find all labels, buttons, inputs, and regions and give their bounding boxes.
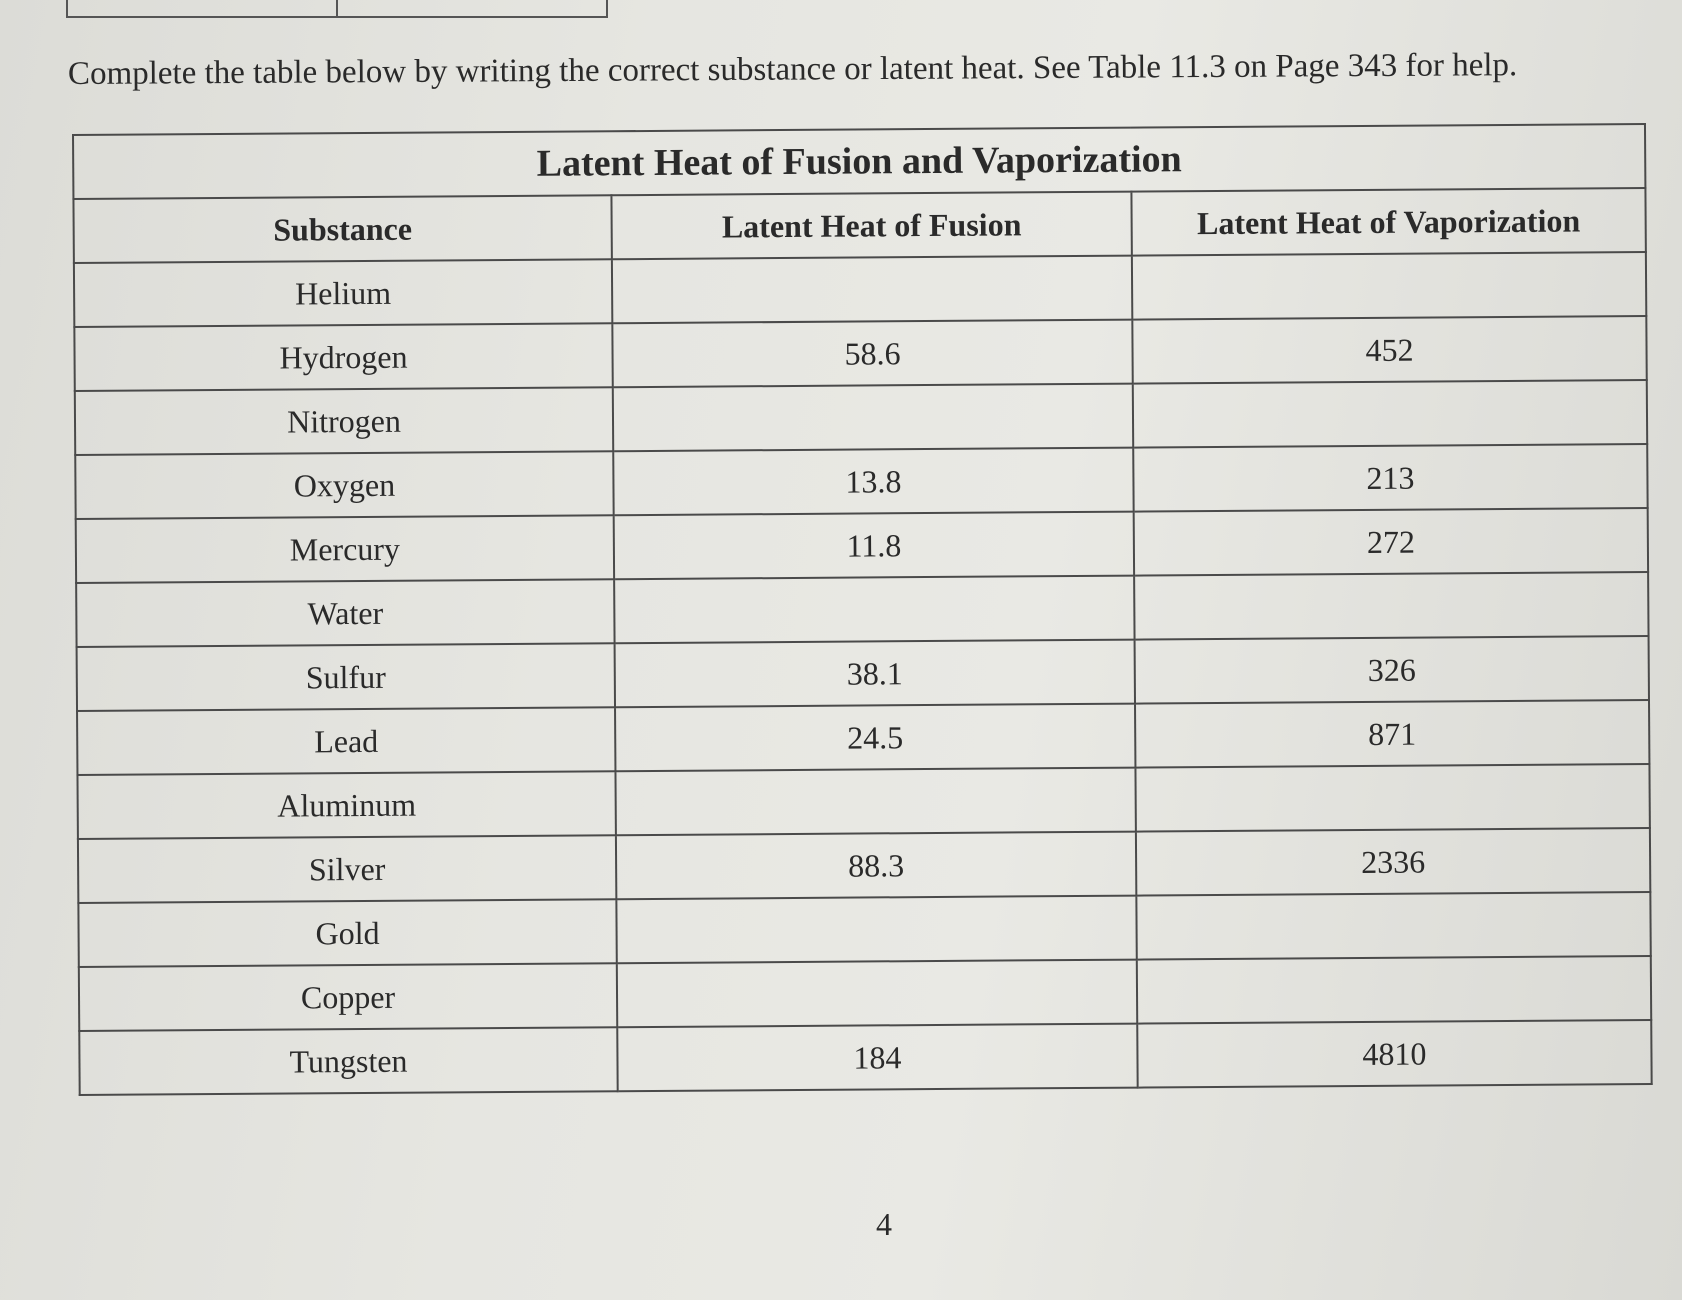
- fragment-cell: [338, 0, 606, 16]
- table-row: [77, 764, 1649, 839]
- vaporization-cell[interactable]: [1135, 764, 1649, 832]
- substance-cell: Mercury: [76, 515, 614, 583]
- fusion-cell: 184: [617, 1024, 1137, 1092]
- table-row: [79, 1020, 1651, 1095]
- instruction-text: Complete the table below by writing the correct substance or latent heat. See Table 11.3 on Page 343 for help.: [67, 47, 1518, 92]
- table-row: [77, 700, 1649, 775]
- substance-cell: Water: [76, 579, 614, 647]
- fusion-cell[interactable]: [616, 896, 1136, 964]
- table-row: [78, 828, 1650, 903]
- latent-heat-table: [72, 123, 1653, 1096]
- vaporization-cell: 2336: [1136, 828, 1650, 896]
- fusion-cell: 88.3: [616, 832, 1136, 900]
- fragment-cell: [68, 0, 338, 16]
- table-row: [77, 636, 1649, 711]
- header-vaporization: Latent Heat of Vaporization: [1131, 188, 1645, 256]
- vaporization-cell: 4810: [1137, 1020, 1651, 1088]
- substance-cell: Oxygen: [75, 451, 613, 519]
- substance-cell: Silver: [78, 835, 616, 903]
- fusion-cell[interactable]: [614, 576, 1134, 644]
- substance-cell: Helium: [74, 259, 612, 327]
- fusion-cell: 11.8: [614, 512, 1134, 580]
- fusion-cell[interactable]: [615, 768, 1135, 836]
- table-row: [74, 316, 1646, 391]
- substance-cell: Copper: [79, 963, 617, 1031]
- vaporization-cell[interactable]: [1137, 956, 1651, 1024]
- substance-cell: Hydrogen: [74, 323, 612, 391]
- header-fusion: Latent Heat of Fusion: [611, 192, 1131, 260]
- substance-cell: Lead: [77, 707, 615, 775]
- vaporization-cell: 871: [1135, 700, 1649, 768]
- table-row: [76, 572, 1648, 647]
- vaporization-cell: 213: [1133, 444, 1647, 512]
- table-row: [75, 444, 1647, 519]
- substance-cell: Tungsten: [79, 1027, 617, 1095]
- fusion-cell[interactable]: [617, 960, 1137, 1028]
- substance-cell: Nitrogen: [75, 387, 613, 455]
- previous-table-fragment: [66, 0, 608, 18]
- header-substance: Substance: [73, 195, 611, 263]
- vaporization-cell: 452: [1132, 316, 1646, 384]
- fusion-cell: 13.8: [613, 448, 1133, 516]
- table-row: [75, 380, 1647, 455]
- table-row: [76, 508, 1648, 583]
- fusion-cell[interactable]: [613, 384, 1133, 452]
- fusion-cell[interactable]: [612, 256, 1132, 324]
- vaporization-cell: 326: [1135, 636, 1649, 704]
- table-row: [78, 892, 1650, 967]
- substance-cell: Sulfur: [77, 643, 615, 711]
- substance-cell: Aluminum: [77, 771, 615, 839]
- vaporization-cell[interactable]: [1133, 380, 1647, 448]
- fusion-cell: 58.6: [612, 320, 1132, 388]
- vaporization-cell[interactable]: [1136, 892, 1650, 960]
- substance-cell: Gold: [78, 899, 616, 967]
- vaporization-cell[interactable]: [1132, 252, 1646, 320]
- vaporization-cell[interactable]: [1134, 572, 1648, 640]
- fusion-cell: 24.5: [615, 704, 1135, 772]
- table-row: [74, 252, 1646, 327]
- vaporization-cell: 272: [1134, 508, 1648, 576]
- fusion-cell: 38.1: [615, 640, 1135, 708]
- page-number: 4: [876, 1206, 892, 1242]
- table-title: Latent Heat of Fusion and Vaporization: [73, 124, 1645, 199]
- table-row: [79, 956, 1651, 1031]
